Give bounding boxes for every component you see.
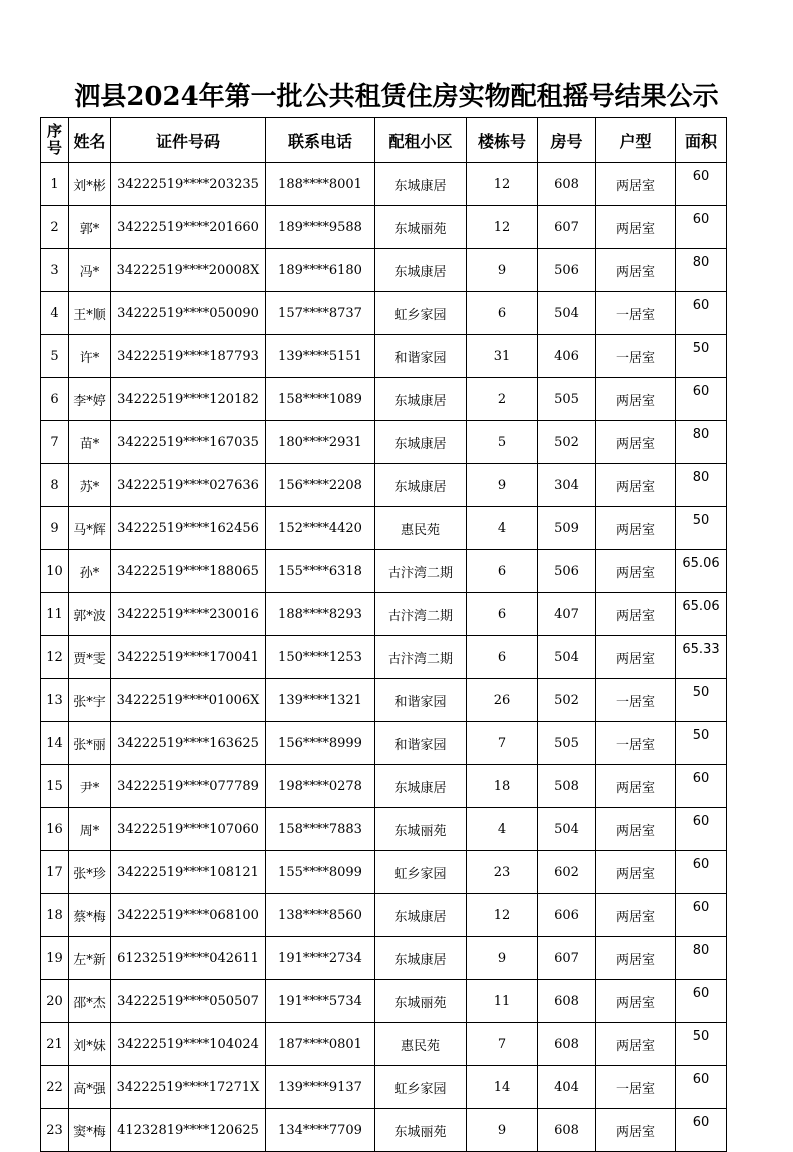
cell-name: 张*丽	[69, 722, 111, 765]
cell-id: 34222519****027636	[111, 464, 266, 507]
cell-area: 80	[676, 464, 727, 507]
cell-building: 6	[467, 593, 538, 636]
cell-building: 4	[467, 808, 538, 851]
table-row	[41, 335, 727, 378]
cell-seq: 22	[41, 1066, 69, 1109]
header-area: 面积	[676, 118, 727, 163]
cell-area: 80	[676, 421, 727, 464]
cell-layout: 两居室	[596, 636, 676, 679]
cell-building: 7	[467, 722, 538, 765]
cell-room: 505	[538, 722, 596, 765]
cell-room: 607	[538, 206, 596, 249]
cell-name: 马*辉	[69, 507, 111, 550]
cell-name: 郭*	[69, 206, 111, 249]
cell-community: 东城丽苑	[375, 206, 467, 249]
cell-building: 9	[467, 249, 538, 292]
cell-area: 50	[676, 507, 727, 550]
table-row	[41, 894, 727, 937]
results-table	[40, 117, 727, 1152]
cell-building: 9	[467, 1109, 538, 1152]
table-row	[41, 1066, 727, 1109]
cell-name: 郭*波	[69, 593, 111, 636]
cell-phone: 188****8293	[266, 593, 375, 636]
cell-area: 50	[676, 722, 727, 765]
table-row	[41, 292, 727, 335]
cell-phone: 138****8560	[266, 894, 375, 937]
cell-name: 张*珍	[69, 851, 111, 894]
cell-room: 304	[538, 464, 596, 507]
cell-phone: 191****5734	[266, 980, 375, 1023]
cell-room: 406	[538, 335, 596, 378]
cell-phone: 150****1253	[266, 636, 375, 679]
cell-building: 12	[467, 163, 538, 206]
cell-building: 6	[467, 550, 538, 593]
cell-layout: 一居室	[596, 335, 676, 378]
table-row	[41, 378, 727, 421]
cell-community: 东城丽苑	[375, 808, 467, 851]
cell-phone: 189****6180	[266, 249, 375, 292]
cell-layout: 两居室	[596, 593, 676, 636]
cell-name: 李*婷	[69, 378, 111, 421]
cell-area: 60	[676, 1109, 727, 1152]
cell-phone: 152****4420	[266, 507, 375, 550]
cell-community: 东城康居	[375, 894, 467, 937]
table-row	[41, 1023, 727, 1066]
page-title: 泗县2024年第一批公共租赁住房实物配租摇号结果公示	[74, 82, 719, 112]
cell-community: 虹乡家园	[375, 1066, 467, 1109]
table-row	[41, 937, 727, 980]
cell-id: 61232519****042611	[111, 937, 266, 980]
cell-layout: 一居室	[596, 722, 676, 765]
cell-name: 蔡*梅	[69, 894, 111, 937]
table-row	[41, 722, 727, 765]
cell-area: 50	[676, 679, 727, 722]
cell-room: 509	[538, 507, 596, 550]
cell-layout: 两居室	[596, 894, 676, 937]
cell-id: 34222519****050507	[111, 980, 266, 1023]
cell-community: 东城康居	[375, 765, 467, 808]
cell-phone: 189****9588	[266, 206, 375, 249]
cell-id: 34222519****107060	[111, 808, 266, 851]
cell-building: 14	[467, 1066, 538, 1109]
cell-id: 34222519****050090	[111, 292, 266, 335]
cell-room: 608	[538, 980, 596, 1023]
cell-layout: 两居室	[596, 421, 676, 464]
cell-room: 504	[538, 292, 596, 335]
cell-seq: 23	[41, 1109, 69, 1152]
cell-seq: 10	[41, 550, 69, 593]
header-seq	[41, 118, 69, 163]
cell-area: 60	[676, 808, 727, 851]
cell-id: 34222519****203235	[111, 163, 266, 206]
cell-area: 80	[676, 249, 727, 292]
cell-room: 608	[538, 1109, 596, 1152]
cell-area: 65.06	[676, 593, 727, 636]
cell-phone: 188****8001	[266, 163, 375, 206]
cell-building: 31	[467, 335, 538, 378]
cell-seq: 4	[41, 292, 69, 335]
cell-phone: 134****7709	[266, 1109, 375, 1152]
header-building: 楼栋号	[467, 118, 538, 163]
cell-room: 608	[538, 163, 596, 206]
cell-room: 508	[538, 765, 596, 808]
cell-name: 窦*梅	[69, 1109, 111, 1152]
cell-community: 东城康居	[375, 464, 467, 507]
header-id: 证件号码	[111, 118, 266, 163]
cell-community: 惠民苑	[375, 507, 467, 550]
cell-area: 60	[676, 378, 727, 421]
cell-phone: 156****8999	[266, 722, 375, 765]
cell-id: 34222519****163625	[111, 722, 266, 765]
cell-community: 古汴湾二期	[375, 636, 467, 679]
table-row	[41, 593, 727, 636]
cell-name: 孙*	[69, 550, 111, 593]
table-row	[41, 851, 727, 894]
table-row	[41, 765, 727, 808]
cell-layout: 一居室	[596, 1066, 676, 1109]
cell-phone: 155****6318	[266, 550, 375, 593]
cell-building: 11	[467, 980, 538, 1023]
cell-layout: 两居室	[596, 980, 676, 1023]
cell-id: 34222519****188065	[111, 550, 266, 593]
cell-area: 65.06	[676, 550, 727, 593]
cell-community: 虹乡家园	[375, 851, 467, 894]
cell-phone: 156****2208	[266, 464, 375, 507]
cell-area: 60	[676, 206, 727, 249]
cell-building: 23	[467, 851, 538, 894]
cell-phone: 139****1321	[266, 679, 375, 722]
cell-seq: 6	[41, 378, 69, 421]
cell-layout: 一居室	[596, 292, 676, 335]
cell-community: 惠民苑	[375, 1023, 467, 1066]
cell-id: 34222519****167035	[111, 421, 266, 464]
cell-phone: 155****8099	[266, 851, 375, 894]
cell-building: 18	[467, 765, 538, 808]
cell-seq: 9	[41, 507, 69, 550]
cell-layout: 两居室	[596, 507, 676, 550]
cell-area: 60	[676, 765, 727, 808]
table-row	[41, 421, 727, 464]
cell-name: 尹*	[69, 765, 111, 808]
cell-area: 60	[676, 980, 727, 1023]
cell-name: 冯*	[69, 249, 111, 292]
cell-phone: 158****7883	[266, 808, 375, 851]
table-row	[41, 163, 727, 206]
cell-seq: 13	[41, 679, 69, 722]
table-row	[41, 1109, 727, 1152]
cell-name: 王*顺	[69, 292, 111, 335]
header-name: 姓名	[69, 118, 111, 163]
cell-community: 虹乡家园	[375, 292, 467, 335]
cell-name: 许*	[69, 335, 111, 378]
cell-id: 34222519****120182	[111, 378, 266, 421]
cell-room: 505	[538, 378, 596, 421]
cell-building: 12	[467, 206, 538, 249]
cell-area: 50	[676, 1023, 727, 1066]
header-room: 房号	[538, 118, 596, 163]
cell-community: 古汴湾二期	[375, 550, 467, 593]
cell-layout: 两居室	[596, 163, 676, 206]
table-row	[41, 550, 727, 593]
cell-building: 6	[467, 636, 538, 679]
cell-room: 502	[538, 679, 596, 722]
cell-community: 东城丽苑	[375, 1109, 467, 1152]
cell-id: 34222519****077789	[111, 765, 266, 808]
cell-layout: 两居室	[596, 765, 676, 808]
cell-seq: 16	[41, 808, 69, 851]
cell-seq: 12	[41, 636, 69, 679]
cell-layout: 两居室	[596, 851, 676, 894]
cell-name: 周*	[69, 808, 111, 851]
cell-layout: 两居室	[596, 378, 676, 421]
cell-community: 和谐家园	[375, 335, 467, 378]
cell-name: 左*新	[69, 937, 111, 980]
cell-name: 邵*杰	[69, 980, 111, 1023]
table-row	[41, 464, 727, 507]
cell-seq: 18	[41, 894, 69, 937]
cell-seq: 8	[41, 464, 69, 507]
cell-building: 12	[467, 894, 538, 937]
cell-seq: 3	[41, 249, 69, 292]
cell-community: 东城康居	[375, 163, 467, 206]
cell-layout: 两居室	[596, 464, 676, 507]
cell-seq: 19	[41, 937, 69, 980]
cell-name: 苗*	[69, 421, 111, 464]
cell-community: 古汴湾二期	[375, 593, 467, 636]
cell-community: 东城康居	[375, 249, 467, 292]
cell-name: 刘*彬	[69, 163, 111, 206]
cell-seq: 11	[41, 593, 69, 636]
cell-id: 34222519****20008X	[111, 249, 266, 292]
cell-id: 41232819****120625	[111, 1109, 266, 1152]
header-seq-label: 序 号	[46, 122, 62, 157]
table-header-row	[41, 118, 727, 163]
cell-id: 34222519****162456	[111, 507, 266, 550]
cell-room: 504	[538, 636, 596, 679]
cell-room: 602	[538, 851, 596, 894]
cell-phone: 187****0801	[266, 1023, 375, 1066]
cell-phone: 198****0278	[266, 765, 375, 808]
cell-phone: 191****2734	[266, 937, 375, 980]
cell-area: 60	[676, 1066, 727, 1109]
cell-name: 张*宇	[69, 679, 111, 722]
cell-area: 65.33	[676, 636, 727, 679]
header-phone: 联系电话	[266, 118, 375, 163]
cell-area: 60	[676, 163, 727, 206]
cell-phone: 158****1089	[266, 378, 375, 421]
cell-community: 东城丽苑	[375, 980, 467, 1023]
cell-room: 608	[538, 1023, 596, 1066]
cell-room: 506	[538, 249, 596, 292]
cell-seq: 2	[41, 206, 69, 249]
cell-id: 34222519****230016	[111, 593, 266, 636]
header-community: 配租小区	[375, 118, 467, 163]
cell-layout: 两居室	[596, 550, 676, 593]
cell-id: 34222519****068100	[111, 894, 266, 937]
cell-area: 50	[676, 335, 727, 378]
cell-layout: 两居室	[596, 1023, 676, 1066]
cell-building: 9	[467, 464, 538, 507]
cell-name: 贾*雯	[69, 636, 111, 679]
cell-layout: 两居室	[596, 808, 676, 851]
cell-seq: 21	[41, 1023, 69, 1066]
cell-phone: 157****8737	[266, 292, 375, 335]
cell-layout: 两居室	[596, 937, 676, 980]
cell-community: 和谐家园	[375, 679, 467, 722]
cell-id: 34222519****108121	[111, 851, 266, 894]
cell-seq: 5	[41, 335, 69, 378]
cell-id: 34222519****187793	[111, 335, 266, 378]
cell-room: 502	[538, 421, 596, 464]
cell-layout: 两居室	[596, 249, 676, 292]
cell-building: 7	[467, 1023, 538, 1066]
cell-building: 4	[467, 507, 538, 550]
cell-area: 80	[676, 937, 727, 980]
table-row	[41, 980, 727, 1023]
cell-seq: 1	[41, 163, 69, 206]
cell-room: 404	[538, 1066, 596, 1109]
cell-phone: 139****9137	[266, 1066, 375, 1109]
cell-id: 34222519****17271X	[111, 1066, 266, 1109]
cell-name: 高*强	[69, 1066, 111, 1109]
cell-building: 9	[467, 937, 538, 980]
cell-community: 和谐家园	[375, 722, 467, 765]
table-row	[41, 679, 727, 722]
cell-community: 东城康居	[375, 378, 467, 421]
header-layout: 户型	[596, 118, 676, 163]
cell-room: 506	[538, 550, 596, 593]
cell-id: 34222519****201660	[111, 206, 266, 249]
cell-phone: 180****2931	[266, 421, 375, 464]
cell-seq: 7	[41, 421, 69, 464]
cell-building: 26	[467, 679, 538, 722]
cell-area: 60	[676, 851, 727, 894]
cell-layout: 两居室	[596, 1109, 676, 1152]
table-row	[41, 808, 727, 851]
table-row	[41, 206, 727, 249]
cell-name: 刘*妹	[69, 1023, 111, 1066]
cell-id: 34222519****170041	[111, 636, 266, 679]
table-row	[41, 249, 727, 292]
cell-room: 606	[538, 894, 596, 937]
table-row	[41, 507, 727, 550]
cell-building: 2	[467, 378, 538, 421]
cell-phone: 139****5151	[266, 335, 375, 378]
cell-id: 34222519****01006X	[111, 679, 266, 722]
cell-area: 60	[676, 292, 727, 335]
cell-id: 34222519****104024	[111, 1023, 266, 1066]
cell-name: 苏*	[69, 464, 111, 507]
cell-area: 60	[676, 894, 727, 937]
cell-community: 东城康居	[375, 937, 467, 980]
cell-seq: 14	[41, 722, 69, 765]
cell-building: 6	[467, 292, 538, 335]
cell-seq: 15	[41, 765, 69, 808]
cell-community: 东城康居	[375, 421, 467, 464]
cell-layout: 两居室	[596, 206, 676, 249]
cell-room: 504	[538, 808, 596, 851]
cell-seq: 20	[41, 980, 69, 1023]
cell-building: 5	[467, 421, 538, 464]
table-row	[41, 636, 727, 679]
cell-room: 407	[538, 593, 596, 636]
cell-seq: 17	[41, 851, 69, 894]
cell-layout: 一居室	[596, 679, 676, 722]
cell-room: 607	[538, 937, 596, 980]
